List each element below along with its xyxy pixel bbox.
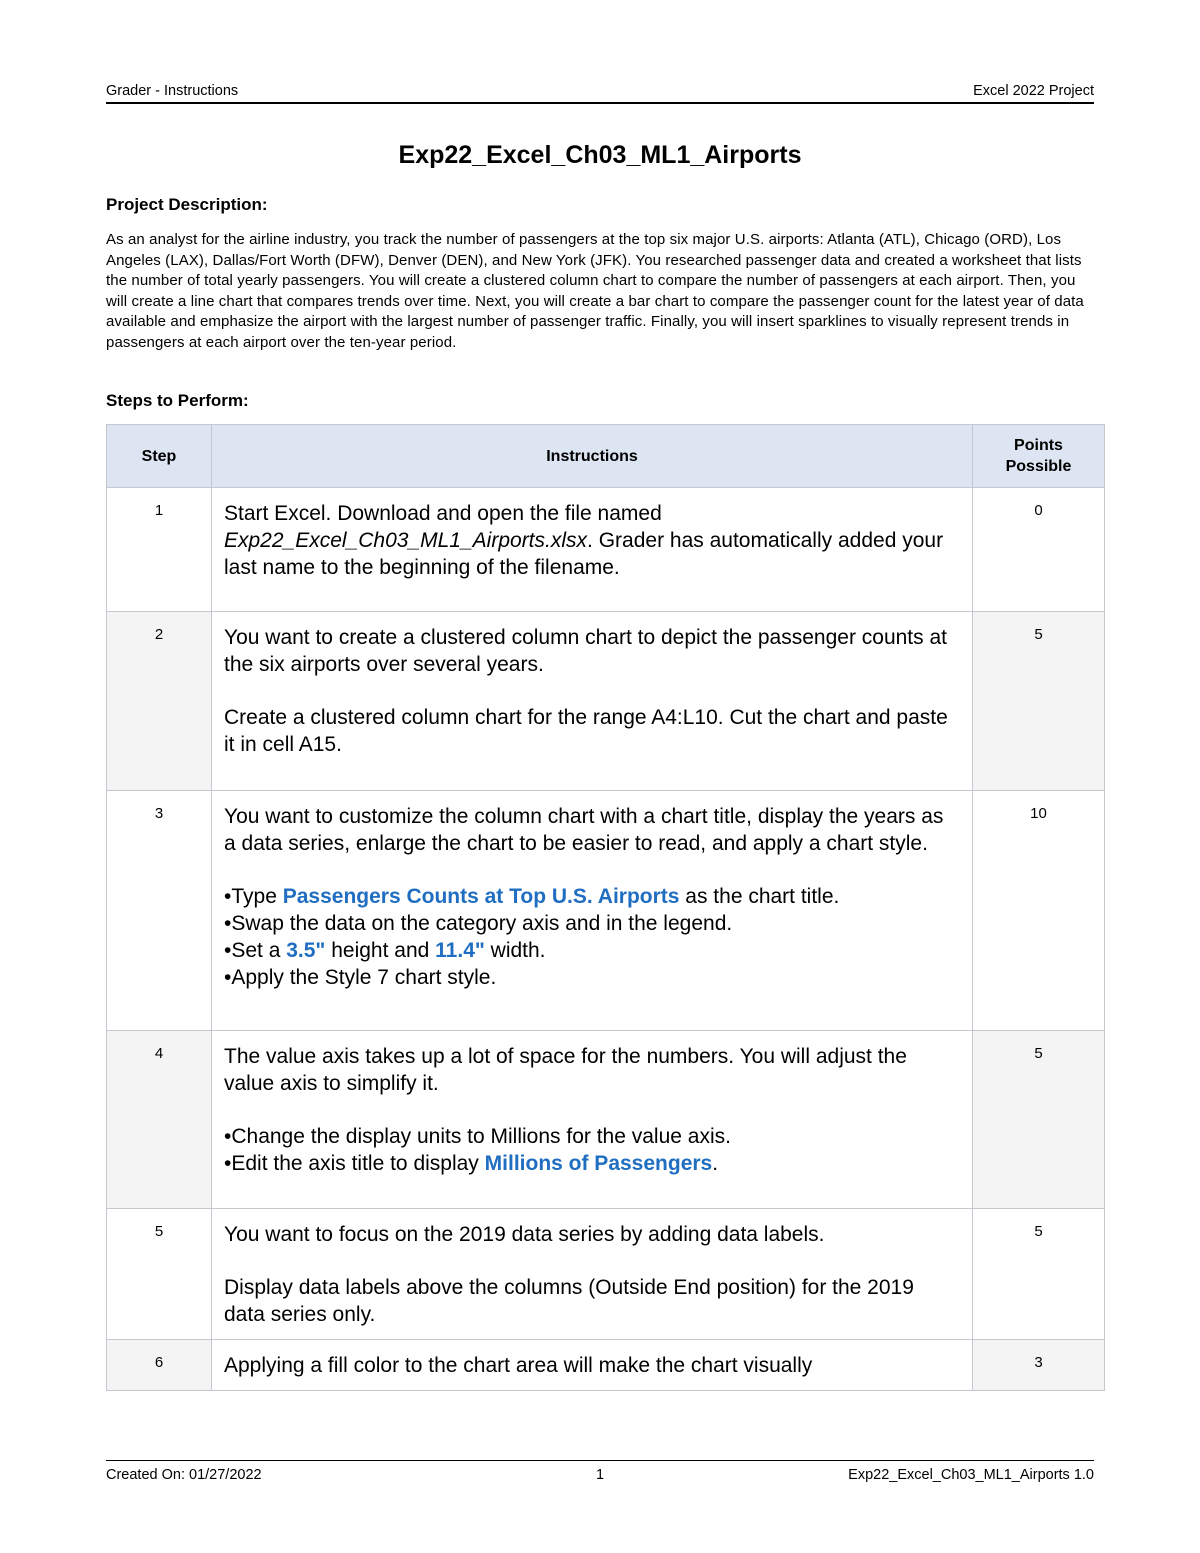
highlight-value: Passengers Counts at Top U.S. Airports (282, 885, 680, 908)
bullet-text: •Type (224, 885, 283, 908)
bullet-text: . (712, 1152, 719, 1175)
step-points: 5 (973, 612, 1105, 791)
instruction-paragraph: You want to focus on the 2019 data series by adding data labels. (224, 1223, 825, 1246)
footer-created-on: Created On: 01/27/2022 (106, 1467, 262, 1483)
table-row (107, 612, 1105, 791)
bullet-text: height and (325, 939, 436, 962)
bullet-item (224, 883, 960, 910)
step-instructions (212, 612, 973, 791)
highlight-value: Millions of Passengers (484, 1152, 713, 1175)
instruction-paragraph: You want to customize the column chart with a chart title, display the years as a data series, enlarge the chart to be easier to read, and apply a chart style. (224, 805, 944, 855)
project-description (106, 230, 1100, 353)
header-points (973, 425, 1105, 488)
bullet-text: •Set a (224, 939, 287, 962)
bullet-text: •Edit the axis title to display (224, 1152, 485, 1175)
project-description-label: Project Description: (106, 195, 268, 214)
step-instructions (212, 1340, 973, 1391)
instruction-paragraph: The value axis takes up a lot of space for the numbers. You will adjust the value axis to simplify it. (224, 1045, 907, 1095)
file-name: Exp22_Excel_Ch03_ML1_Airports.xlsx (224, 529, 588, 552)
page-header (106, 82, 1094, 104)
instruction-paragraph: You want to create a clustered column chart to depict the passenger counts at the six airports over several years. (224, 626, 947, 676)
step-points: 3 (973, 1340, 1105, 1391)
instruction-text: Start Excel. Download and open the file named (224, 502, 662, 525)
instruction-bullets (224, 883, 960, 991)
highlight-value: 3.5" (286, 939, 326, 962)
step-number: 6 (107, 1340, 212, 1391)
step-number: 5 (107, 1209, 212, 1340)
header-instructions: Instructions (212, 425, 973, 488)
step-instructions (212, 791, 973, 1031)
instruction-paragraph: Display data labels above the columns (Outside End position) for the 2019 data series only. (224, 1276, 914, 1326)
instruction-paragraph: Create a clustered column chart for the range A4:L10. Cut the chart and paste it in cell A15. (224, 706, 948, 756)
step-instructions (212, 488, 973, 612)
footer-page-number: 1 (595, 1467, 605, 1483)
header-right-text: Excel 2022 Project (973, 83, 1094, 99)
step-instructions (212, 1031, 973, 1209)
header-points-text: Points Possible (1005, 437, 1072, 475)
instruction-bullets (224, 1123, 960, 1177)
bullet-item: •Swap the data on the category axis and in the legend. (224, 912, 733, 935)
bullet-item (224, 1150, 960, 1177)
instruction-paragraph: Applying a fill color to the chart area will make the chart visually (224, 1354, 813, 1377)
bullet-item: •Apply the Style 7 chart style. (224, 966, 497, 989)
step-points: 5 (973, 1209, 1105, 1340)
footer-doc-version: Exp22_Excel_Ch03_ML1_Airports 1.0 (848, 1467, 1094, 1483)
step-instructions (212, 1209, 973, 1340)
highlight-value: 11.4" (435, 939, 485, 962)
table-row (107, 1340, 1105, 1391)
table-row (107, 1209, 1105, 1340)
step-number: 4 (107, 1031, 212, 1209)
table-row (107, 1031, 1105, 1209)
step-number: 1 (107, 488, 212, 612)
page-footer (106, 1460, 1094, 1485)
step-points: 10 (973, 791, 1105, 1031)
step-number: 3 (107, 791, 212, 1031)
table-row (107, 488, 1105, 612)
header-left-text: Grader - Instructions (106, 83, 239, 99)
step-number: 2 (107, 612, 212, 791)
step-points: 0 (973, 488, 1105, 612)
table-row (107, 791, 1105, 1031)
instruction-text: . Grader has automatically added your last name to the beginning of the filename. (224, 529, 944, 579)
bullet-item: •Change the display units to Millions for the value axis. (224, 1125, 731, 1148)
project-description-text: As an analyst for the airline industry, you track the number of passengers at the top six major U.S. airports: Atlanta (ATL), Chicago (ORD), Los Angeles (LAX), Dallas/Fort Worth (DFW), Denver (DEN), and New York (JFK). You researched passenger data and created a worksheet that lists the number of total yearly passengers. You will create a clustered column chart to compare the number of passengers at each airport. Then, you will create a line chart that compares trends over time. Next, you will create a bar chart to compare the passenger count for the latest year of data available and emphasize the airport with the largest number of passenger traffic. Finally, you will insert sparklines to visually represent trends in passengers at each airport over the ten-year period. (106, 231, 1084, 351)
document-title: Exp22_Excel_Ch03_ML1_Airports (398, 141, 802, 169)
steps-table (106, 424, 1105, 1391)
header-step: Step (107, 425, 212, 488)
table-header-row (107, 425, 1105, 488)
bullet-text: as the chart title. (679, 885, 840, 908)
bullet-item (224, 937, 960, 964)
step-points: 5 (973, 1031, 1105, 1209)
instruction-paragraph (224, 500, 960, 581)
steps-label: Steps to Perform: (106, 391, 249, 410)
bullet-text: width. (484, 939, 546, 962)
